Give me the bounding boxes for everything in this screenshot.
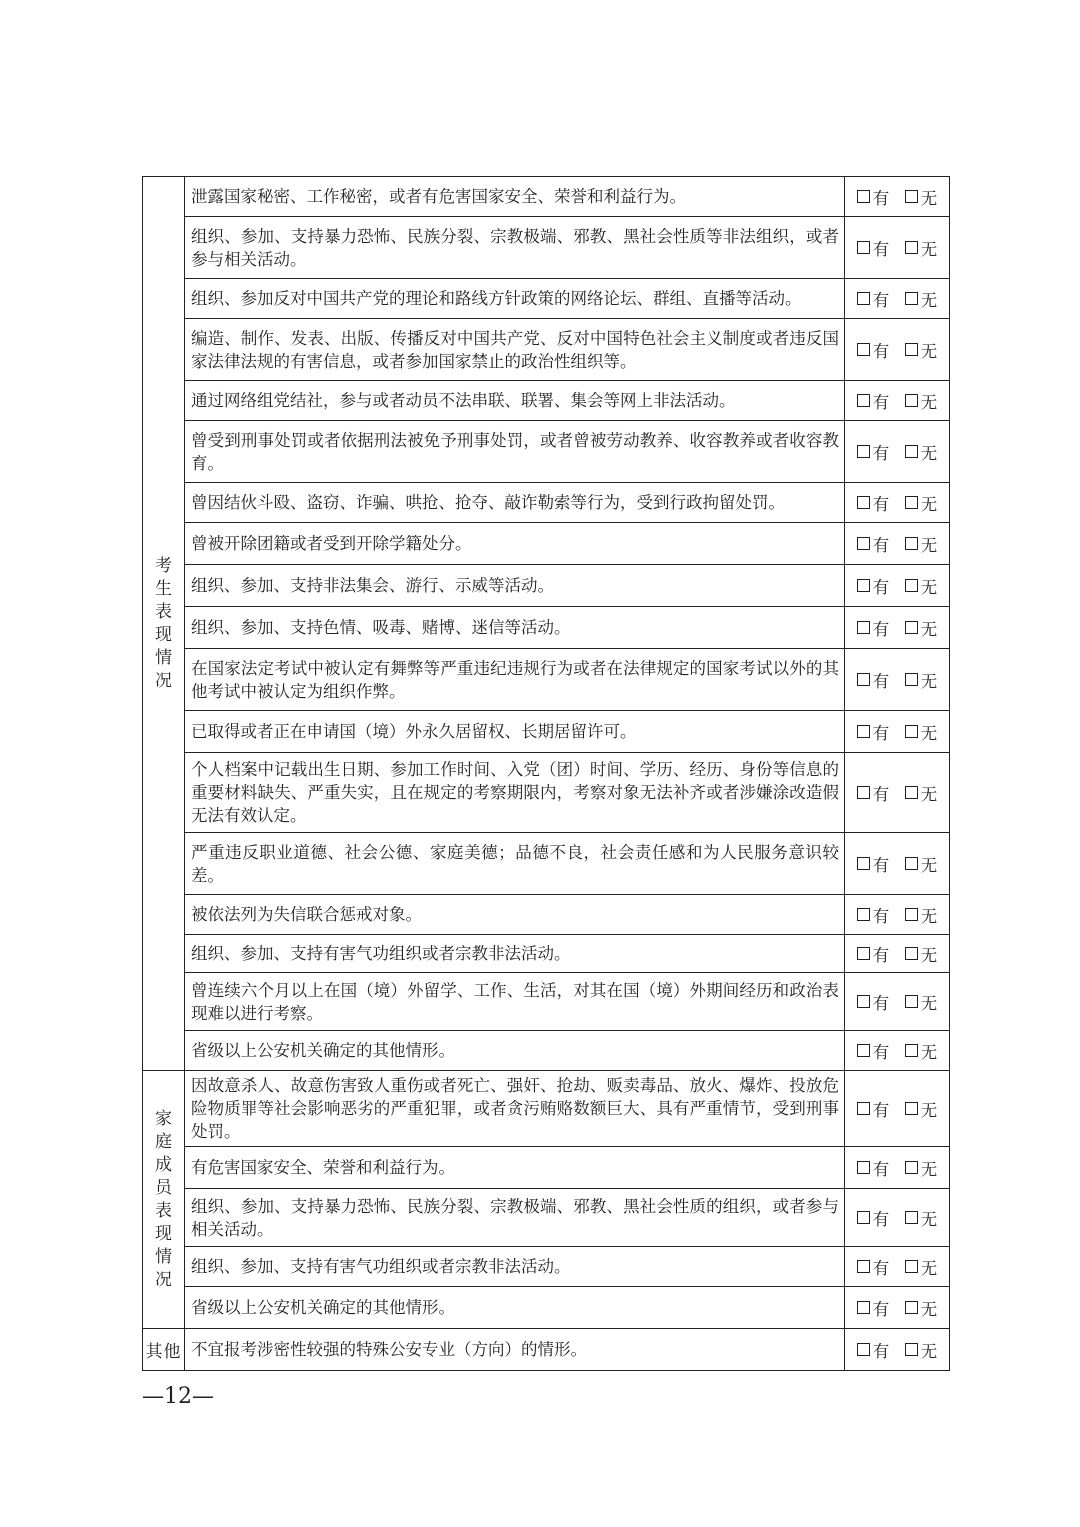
table-row [143,217,950,279]
options-cell [845,895,950,935]
options-cell [845,711,950,753]
no-option[interactable] [905,1296,938,1320]
yes-label: 有 [872,188,890,208]
no-label: 无 [920,392,938,412]
yes-option[interactable] [857,532,890,556]
item-description: 组织、参加、支持暴力恐怖、民族分裂、宗教极端、邪教、黑社会性质的组织，或者参与相关活动。 [185,1189,845,1247]
options-cell [845,217,950,279]
no-label: 无 [920,443,938,463]
yes-label: 有 [872,1258,890,1278]
no-checkbox[interactable] [905,908,918,921]
no-label: 无 [920,855,938,875]
no-option[interactable] [905,852,938,876]
table-row [143,177,950,217]
item-description: 因故意杀人、故意伤害致人重伤或者死亡、强奸、抢劫、贩卖毒品、放火、爆炸、投放危险物质罪等社会影响恶劣的严重犯罪，或者贪污贿赂数额巨大、具有严重情节，受到刑事处罚。 [185,1071,845,1147]
yes-checkbox[interactable] [857,1161,870,1174]
item-description: 组织、参加、支持有害气功组织或者宗教非法活动。 [185,935,845,973]
yes-option[interactable] [857,1206,890,1230]
item-description: 曾连续六个月以上在国（境）外留学、工作、生活，对其在国（境）外期间经历和政治表现难以进行考察。 [185,973,845,1031]
table-row [143,753,950,833]
yes-option[interactable] [857,440,890,464]
no-option[interactable] [905,903,938,927]
no-option[interactable] [905,491,938,515]
category-cell [143,1071,185,1329]
category-label: 家庭成员表现情况 [155,1108,172,1290]
yes-label: 有 [872,1341,890,1361]
yes-label: 有 [872,1209,890,1229]
no-label: 无 [920,341,938,361]
no-option[interactable] [905,1255,938,1279]
no-checkbox[interactable] [905,1343,918,1356]
no-option[interactable] [905,236,938,260]
no-checkbox[interactable] [905,537,918,550]
no-option[interactable] [905,1039,938,1063]
yes-option[interactable] [857,942,890,966]
table-row [143,1189,950,1247]
no-label: 无 [920,494,938,514]
item-description: 组织、参加、支持非法集会、游行、示威等活动。 [185,565,845,607]
yes-label: 有 [872,1299,890,1319]
yes-label: 有 [872,993,890,1013]
no-option[interactable] [905,532,938,556]
no-checkbox[interactable] [905,190,918,203]
table-row [143,319,950,381]
options-cell [845,1071,950,1147]
options-cell [845,935,950,973]
table-row [143,1147,950,1189]
yes-option[interactable] [857,1097,890,1121]
no-checkbox[interactable] [905,786,918,799]
no-checkbox[interactable] [905,725,918,738]
yes-checkbox[interactable] [857,241,870,254]
no-label: 无 [920,723,938,743]
yes-label: 有 [872,535,890,555]
item-description: 不宜报考涉密性较强的特殊公安专业（方向）的情形。 [185,1329,845,1371]
yes-option[interactable] [857,1255,890,1279]
no-checkbox[interactable] [905,241,918,254]
no-label: 无 [920,1258,938,1278]
no-label: 无 [920,188,938,208]
options-cell [845,1189,950,1247]
yes-option[interactable] [857,287,890,311]
yes-checkbox[interactable] [857,579,870,592]
item-description: 通过网络组党结社，参与或者动员不法串联、联署、集会等网上非法活动。 [185,381,845,421]
no-checkbox[interactable] [905,1161,918,1174]
no-label: 无 [920,993,938,1013]
options-cell [845,1247,950,1287]
yes-option[interactable] [857,1039,890,1063]
yes-label: 有 [872,1159,890,1179]
options-cell [845,279,950,319]
yes-checkbox[interactable] [857,908,870,921]
table-row [143,711,950,753]
yes-option[interactable] [857,903,890,927]
yes-option[interactable] [857,720,890,744]
item-description: 曾因结伙斗殴、盗窃、诈骗、哄抢、抢夺、敲诈勒索等行为，受到行政拘留处罚。 [185,483,845,523]
options-cell [845,973,950,1031]
category-label: 考生表现情况 [155,555,172,691]
yes-option[interactable] [857,990,890,1014]
item-description: 严重违反职业道德、社会公德、家庭美德；品德不良，社会责任感和为人民服务意识较差。 [185,833,845,895]
no-option[interactable] [905,389,938,413]
options-cell [845,607,950,649]
no-label: 无 [920,1042,938,1062]
options-cell [845,319,950,381]
yes-label: 有 [872,341,890,361]
table-row [143,381,950,421]
options-cell [845,1147,950,1189]
category-label: 其他 [145,1342,182,1362]
no-option[interactable] [905,720,938,744]
item-description: 组织、参加、支持暴力恐怖、民族分裂、宗教极端、邪教、黑社会性质等非法组织，或者参与相关活动。 [185,217,845,279]
yes-label: 有 [872,1042,890,1062]
table-row [143,1031,950,1071]
no-label: 无 [920,535,938,555]
no-label: 无 [920,784,938,804]
no-option[interactable] [905,942,938,966]
no-label: 无 [920,671,938,691]
yes-option[interactable] [857,389,890,413]
no-option[interactable] [905,287,938,311]
no-checkbox[interactable] [905,947,918,960]
no-checkbox[interactable] [905,1044,918,1057]
yes-checkbox[interactable] [857,1343,870,1356]
no-label: 无 [920,290,938,310]
yes-option[interactable] [857,338,890,362]
item-description: 组织、参加反对中国共产党的理论和路线方针政策的网络论坛、群组、直播等活动。 [185,279,845,319]
table-row [143,279,950,319]
yes-checkbox[interactable] [857,725,870,738]
applicant-review-table [142,176,950,1371]
no-label: 无 [920,1299,938,1319]
yes-label: 有 [872,577,890,597]
no-checkbox[interactable] [905,579,918,592]
no-checkbox[interactable] [905,673,918,686]
table-row [143,565,950,607]
yes-checkbox[interactable] [857,190,870,203]
no-checkbox[interactable] [905,857,918,870]
no-option[interactable] [905,338,938,362]
yes-checkbox[interactable] [857,1211,870,1224]
no-label: 无 [920,239,938,259]
table-row [143,935,950,973]
yes-option[interactable] [857,1156,890,1180]
yes-option[interactable] [857,616,890,640]
yes-option[interactable] [857,668,890,692]
item-description: 编造、制作、发表、出版、传播反对中国共产党、反对中国特色社会主义制度或者违反国家法律法规的有害信息，或者参加国家禁止的政治性组织等。 [185,319,845,381]
yes-checkbox[interactable] [857,1102,870,1115]
item-description: 在国家法定考试中被认定有舞弊等严重违纪违规行为或者在法律规定的国家考试以外的其他考试中被认定为组织作弊。 [185,649,845,711]
options-cell [845,483,950,523]
no-checkbox[interactable] [905,1301,918,1314]
no-checkbox[interactable] [905,343,918,356]
no-label: 无 [920,906,938,926]
yes-label: 有 [872,239,890,259]
options-cell [845,753,950,833]
yes-checkbox[interactable] [857,537,870,550]
no-option[interactable] [905,616,938,640]
item-description: 被依法列为失信联合惩戒对象。 [185,895,845,935]
no-label: 无 [920,1341,938,1361]
item-description: 有危害国家安全、荣誉和利益行为。 [185,1147,845,1189]
item-description: 组织、参加、支持有害气功组织或者宗教非法活动。 [185,1247,845,1287]
table-row [143,1071,950,1147]
no-checkbox[interactable] [905,621,918,634]
yes-option[interactable] [857,1296,890,1320]
yes-checkbox[interactable] [857,995,870,1008]
options-cell [845,381,950,421]
table-row [143,483,950,523]
options-cell [845,1287,950,1329]
yes-label: 有 [872,392,890,412]
yes-checkbox[interactable] [857,673,870,686]
no-checkbox[interactable] [905,445,918,458]
no-checkbox[interactable] [905,292,918,305]
yes-label: 有 [872,906,890,926]
no-option[interactable] [905,1206,938,1230]
no-option[interactable] [905,574,938,598]
item-description: 曾被开除团籍或者受到开除学籍处分。 [185,523,845,565]
yes-option[interactable] [857,185,890,209]
yes-checkbox[interactable] [857,1044,870,1057]
item-description: 省级以上公安机关确定的其他情形。 [185,1287,845,1329]
yes-option[interactable] [857,574,890,598]
item-description: 省级以上公安机关确定的其他情形。 [185,1031,845,1071]
yes-checkbox[interactable] [857,1301,870,1314]
no-checkbox[interactable] [905,496,918,509]
yes-checkbox[interactable] [857,947,870,960]
page-number: —12— [142,1384,214,1409]
table-row [143,523,950,565]
yes-checkbox[interactable] [857,1260,870,1273]
yes-label: 有 [872,619,890,639]
no-option[interactable] [905,440,938,464]
table-row [143,1287,950,1329]
item-description: 曾受到刑事处罚或者依据刑法被免予刑事处罚，或者曾被劳动教养、收容教养或者收容教育。 [185,421,845,483]
yes-label: 有 [872,671,890,691]
yes-label: 有 [872,1100,890,1120]
yes-label: 有 [872,443,890,463]
yes-checkbox[interactable] [857,857,870,870]
yes-checkbox[interactable] [857,292,870,305]
yes-label: 有 [872,855,890,875]
options-cell [845,565,950,607]
no-option[interactable] [905,990,938,1014]
no-option[interactable] [905,185,938,209]
table-row [143,421,950,483]
yes-checkbox[interactable] [857,786,870,799]
table-row [143,1329,950,1371]
no-label: 无 [920,1209,938,1229]
table-row [143,833,950,895]
item-description: 组织、参加、支持色情、吸毒、赌博、迷信等活动。 [185,607,845,649]
table-row [143,607,950,649]
no-label: 无 [920,619,938,639]
options-cell [845,1329,950,1371]
item-description: 泄露国家秘密、工作秘密，或者有危害国家安全、荣誉和利益行为。 [185,177,845,217]
no-label: 无 [920,577,938,597]
yes-label: 有 [872,290,890,310]
no-label: 无 [920,945,938,965]
yes-checkbox[interactable] [857,394,870,407]
table-row [143,649,950,711]
table-row [143,973,950,1031]
yes-option[interactable] [857,781,890,805]
yes-option[interactable] [857,491,890,515]
yes-label: 有 [872,723,890,743]
category-cell [143,177,185,1071]
table-row [143,1247,950,1287]
yes-checkbox[interactable] [857,496,870,509]
yes-checkbox[interactable] [857,445,870,458]
no-checkbox[interactable] [905,1260,918,1273]
no-option[interactable] [905,781,938,805]
yes-label: 有 [872,784,890,804]
yes-option[interactable] [857,852,890,876]
no-option[interactable] [905,1156,938,1180]
yes-checkbox[interactable] [857,621,870,634]
no-option[interactable] [905,1097,938,1121]
options-cell [845,177,950,217]
no-checkbox[interactable] [905,1211,918,1224]
yes-label: 有 [872,945,890,965]
yes-checkbox[interactable] [857,343,870,356]
options-cell [845,649,950,711]
no-option[interactable] [905,668,938,692]
no-label: 无 [920,1159,938,1179]
no-checkbox[interactable] [905,995,918,1008]
options-cell [845,421,950,483]
no-checkbox[interactable] [905,1102,918,1115]
no-label: 无 [920,1100,938,1120]
category-cell [143,1329,185,1371]
item-description: 个人档案中记载出生日期、参加工作时间、入党（团）时间、学历、经历、身份等信息的重要材料缺失、严重失实，且在规定的考察期限内，考察对象无法补齐或者涉嫌涂改造假无法有效认定。 [185,753,845,833]
no-option[interactable] [905,1338,938,1362]
no-checkbox[interactable] [905,394,918,407]
yes-option[interactable] [857,236,890,260]
options-cell [845,523,950,565]
options-cell [845,1031,950,1071]
yes-label: 有 [872,494,890,514]
item-description: 已取得或者正在申请国（境）外永久居留权、长期居留许可。 [185,711,845,753]
options-cell [845,833,950,895]
yes-option[interactable] [857,1338,890,1362]
table-row [143,895,950,935]
